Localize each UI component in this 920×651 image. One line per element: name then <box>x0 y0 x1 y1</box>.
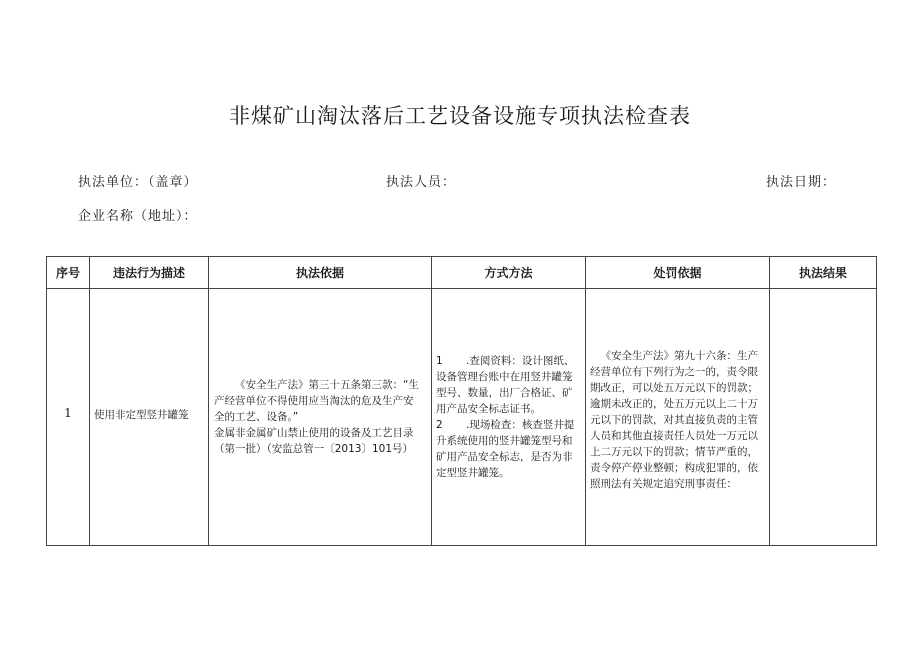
header-legal-basis: 执法依据 <box>209 257 432 289</box>
row-legal-basis <box>209 289 432 546</box>
enforcement-unit-label: 执法单位：（盖章） <box>78 175 198 190</box>
basis-catalog: 金属非金属矿山禁止使用的设备及工艺目录（第一批）（安监总管一〔2013〕101号） <box>214 427 414 455</box>
row-method <box>432 289 586 546</box>
row-result[interactable] <box>770 289 877 546</box>
method-step-text: .现场检查：核查竖井提升系统使用的竖井罐笼型号和矿用产品安全标志，是否为非定型竖井罐笼。 <box>436 419 575 479</box>
enforcement-date-label: 执法日期： <box>766 175 837 190</box>
row-penalty-basis <box>586 289 770 546</box>
header-number: 序号 <box>47 257 90 289</box>
row-number: 1 <box>47 289 90 546</box>
method-step-text: .查阅资料：设计图纸、设备管理台账中在用竖井罐笼型号、数量，出厂合格证、矿用产品安全标志证书。 <box>436 355 575 415</box>
inspection-table <box>46 256 877 546</box>
company-name-label: 企业名称（地址）： <box>78 209 198 224</box>
method-step <box>436 353 581 417</box>
enforcement-staff-label: 执法人员： <box>386 175 457 190</box>
table-row <box>47 289 877 546</box>
header-violation: 违法行为描述 <box>90 257 209 289</box>
method-step <box>436 417 581 481</box>
header-method: 方式方法 <box>432 257 586 289</box>
table-header-row <box>47 257 877 289</box>
method-step-number: 2 <box>436 419 443 431</box>
row-violation: 使用非定型竖井罐笼 <box>90 289 209 546</box>
header-result: 执法结果 <box>770 257 877 289</box>
page-title: 非煤矿山淘汰落后工艺设备设施专项执法检查表 <box>229 104 691 128</box>
method-step-number: 1 <box>436 355 443 367</box>
penalty-text: 《安全生产法》第九十六条：生产经营单位有下列行为之一的，责令限期改正，可以处五万元以下的罚款；逾期未改正的，处五万元以上二十万元以下的罚款，对其直接负责的主管人员和其他直接责任人员处一万元以上二万元以下的罚款；情节严重的，责令停产停业整顿；构成犯罪的，依照刑法有关规定追究刑事责任： <box>590 350 758 490</box>
header-penalty-basis: 处罚依据 <box>586 257 770 289</box>
basis-law-clause: 《安全生产法》第三十五条第三款：“生产经营单位不得使用应当淘汰的危及生产安全的工艺、设备。” <box>214 379 419 423</box>
